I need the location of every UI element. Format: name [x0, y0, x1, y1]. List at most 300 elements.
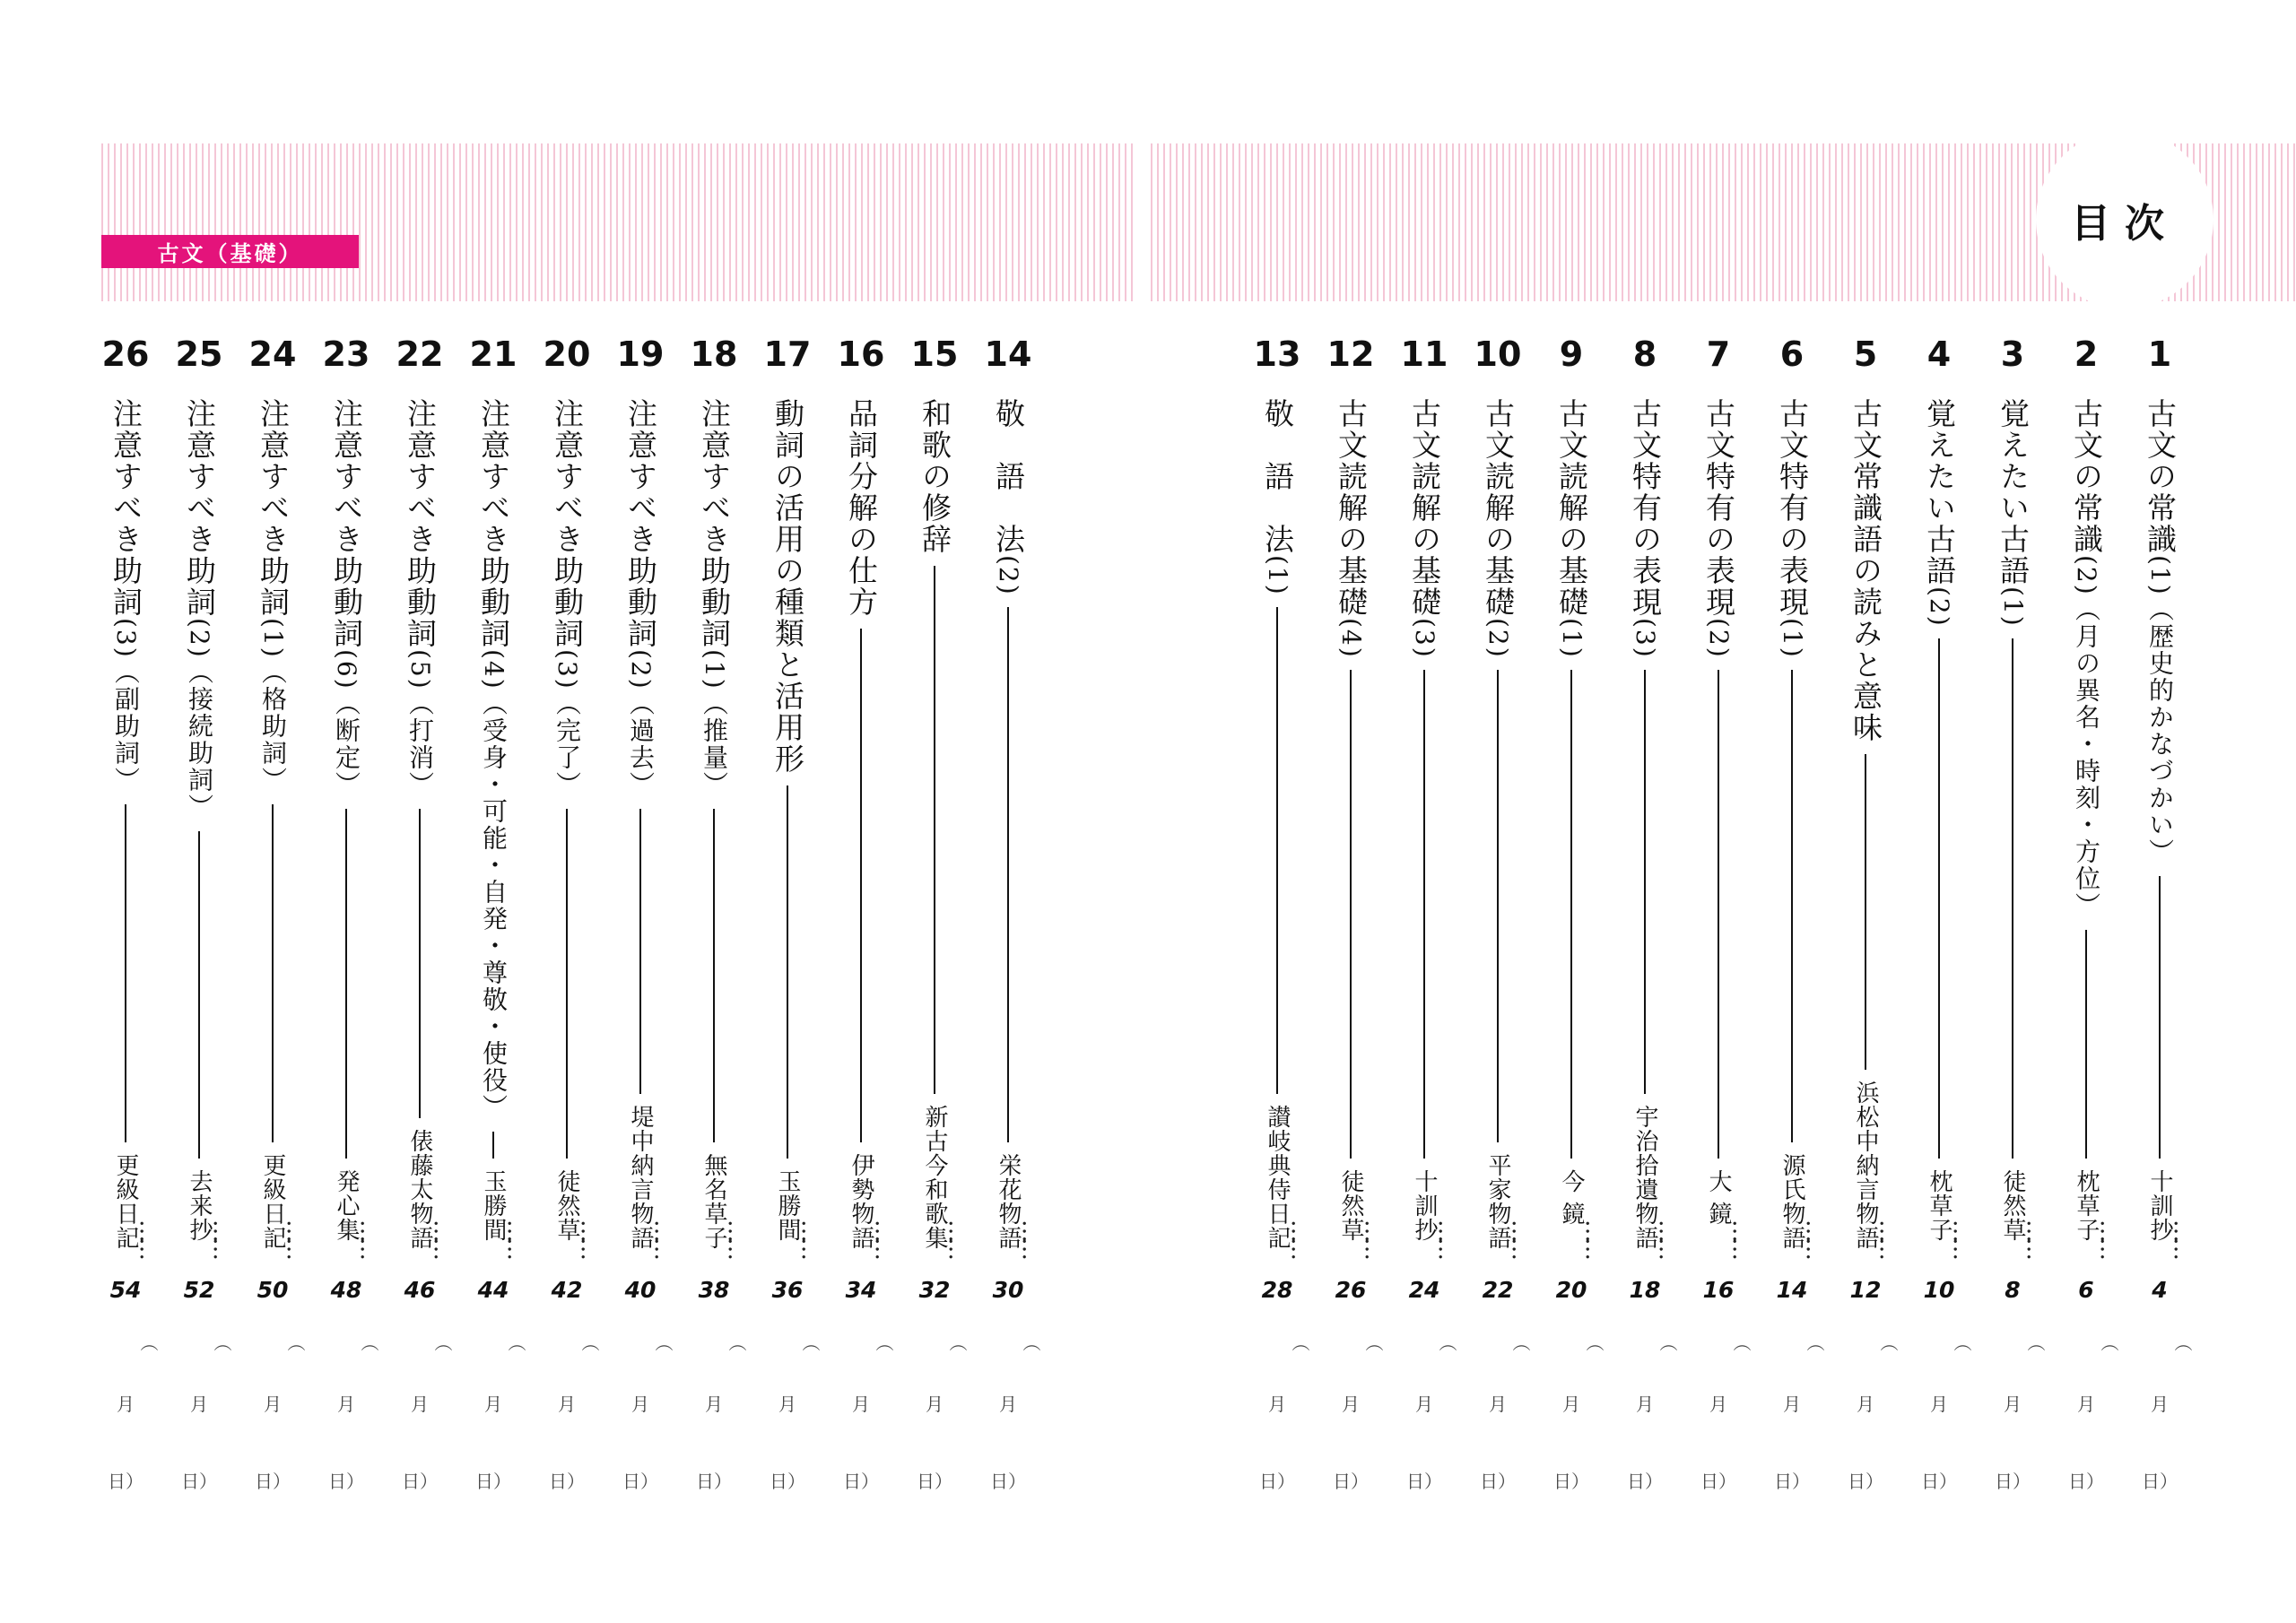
page-number: 42 — [551, 1277, 583, 1303]
entry-title-block — [531, 398, 603, 1250]
entry-subtitle: (2) — [1704, 618, 1734, 659]
entry-number: 10 — [1474, 334, 1522, 374]
leader-dash — [639, 809, 641, 1094]
entry-number: 1 — [2147, 334, 2172, 374]
date-month-field[interactable]: 月 — [1857, 1393, 1874, 1415]
leader-dots: …… — [2022, 1219, 2048, 1255]
entry-number: 19 — [616, 334, 665, 374]
date-paren-open: （ — [431, 1333, 453, 1351]
leader-dots: …… — [1948, 1219, 1975, 1255]
entry-number: 21 — [469, 334, 517, 374]
page-number: 38 — [698, 1277, 730, 1303]
leader-dash — [345, 809, 347, 1159]
date-paren-open: （ — [1583, 1333, 1605, 1351]
leader-dots: …… — [723, 1219, 750, 1255]
page-number: 46 — [404, 1277, 436, 1303]
toc-entry[interactable] — [1830, 332, 1901, 1506]
entry-title-line — [917, 398, 952, 555]
entry-source: 新古今和歌集 — [921, 1105, 948, 1250]
leader-dots: …… — [1874, 1219, 1901, 1255]
leader-dash — [566, 809, 568, 1159]
entry-subtitle: (4) — [1336, 618, 1366, 659]
entry-title-block — [1241, 398, 1313, 1250]
date-paren-open: （ — [652, 1333, 674, 1351]
page-number: 36 — [771, 1277, 804, 1303]
entry-source: 無名草子 — [700, 1153, 727, 1250]
entry-title-block — [1462, 398, 1534, 1250]
page-number: 16 — [1702, 1277, 1735, 1303]
date-month-field[interactable]: 月 — [2004, 1393, 2022, 1415]
entry-title-block — [2050, 398, 2122, 1250]
entry-title: 古文の常識 — [2069, 398, 2104, 555]
toc-entry[interactable] — [384, 332, 456, 1506]
entry-title-line — [990, 398, 1026, 596]
page-number: 34 — [845, 1277, 877, 1303]
entry-source: 大 鏡 — [1705, 1169, 1732, 1227]
leader-dots: …… — [135, 1219, 161, 1255]
entry-title-block — [752, 398, 823, 1250]
date-month-field[interactable]: 月 — [1342, 1393, 1360, 1415]
date-day-field[interactable]: 日） — [181, 1471, 217, 1492]
entry-title: 古文常識語の読みと意味 — [1848, 398, 1883, 743]
date-month-field[interactable]: 月 — [1268, 1393, 1286, 1415]
date-month-field[interactable]: 月 — [1489, 1393, 1507, 1415]
entry-title-block — [1388, 398, 1460, 1250]
entry-subtitle: (2)（接続助詞） — [185, 618, 214, 820]
toc-entry[interactable] — [972, 332, 1044, 1506]
page-number: 20 — [1555, 1277, 1587, 1303]
entry-title-block — [2124, 398, 2196, 1250]
date-day-field[interactable]: 日） — [549, 1471, 585, 1492]
entry-title-line — [1480, 398, 1516, 659]
entry-title-block — [1977, 398, 2048, 1250]
entry-subtitle: (1)（推量） — [700, 649, 729, 798]
entry-title: 注意すべき助詞 — [109, 398, 144, 618]
leader-dash — [2085, 930, 2087, 1159]
leader-dots: …… — [2095, 1219, 2122, 1255]
entry-title: 敬 語 法 — [991, 398, 1026, 555]
date-day-field[interactable]: 日） — [108, 1471, 144, 1492]
toc-entry[interactable] — [1462, 332, 1534, 1506]
entry-title-block — [90, 398, 161, 1250]
entry-title: 古文の常識 — [2143, 398, 2178, 555]
date-month-field[interactable]: 月 — [1709, 1393, 1727, 1415]
entry-title-line — [1995, 398, 2031, 628]
leader-dash — [1497, 670, 1499, 1142]
leader-dash — [1791, 670, 1793, 1142]
toc-entry[interactable] — [2124, 332, 2196, 1506]
subject-label — [101, 235, 359, 268]
page-number: 40 — [624, 1277, 657, 1303]
date-month-field[interactable]: 月 — [1415, 1393, 1433, 1415]
entry-title: 古文特有の表現 — [1775, 398, 1810, 618]
page-number: 44 — [477, 1277, 509, 1303]
entry-title-line — [2068, 398, 2104, 919]
date-paren-open: （ — [1951, 1333, 1972, 1351]
entry-title-line — [1333, 398, 1369, 659]
entry-subtitle: (2) — [994, 555, 1023, 596]
date-day-field[interactable]: 日） — [1259, 1471, 1295, 1492]
date-day-field[interactable]: 日） — [1921, 1471, 1957, 1492]
page-number: 6 — [2078, 1277, 2094, 1303]
entry-source: 発心集 — [333, 1169, 360, 1242]
toc-entry[interactable] — [163, 332, 235, 1506]
leader-dots: …… — [1433, 1219, 1460, 1255]
entry-subtitle: (1)（歴史的かなづかい） — [2145, 555, 2175, 865]
toc-entry[interactable] — [1903, 332, 1975, 1506]
entry-title: 古文読解の基礎 — [1481, 398, 1516, 618]
entry-title-line — [1406, 398, 1442, 659]
toc-entry[interactable] — [2050, 332, 2122, 1506]
entry-title-block — [163, 398, 235, 1250]
toc-entry[interactable] — [1683, 332, 1754, 1506]
entry-source: 玉勝間 — [480, 1169, 507, 1242]
date-paren-open: （ — [2024, 1333, 2046, 1351]
leader-dots: …… — [429, 1219, 456, 1255]
entry-title-line — [402, 398, 438, 798]
entry-title-block — [972, 398, 1044, 1250]
entry-title-line — [549, 398, 585, 798]
date-month-field[interactable]: 月 — [264, 1393, 282, 1415]
date-paren-open: （ — [946, 1333, 968, 1351]
entry-number: 14 — [984, 334, 1032, 374]
date-day-field[interactable]: 日） — [1700, 1471, 1736, 1492]
entry-subtitle: (3)（完了） — [552, 649, 582, 798]
entry-number: 18 — [690, 334, 738, 374]
leader-dash — [492, 1132, 494, 1159]
entry-source: 去来抄 — [186, 1169, 213, 1242]
date-day-field[interactable]: 日） — [2068, 1471, 2104, 1492]
toc-entry[interactable] — [1535, 332, 1607, 1506]
date-paren-open: （ — [1657, 1333, 1678, 1351]
entry-title-block — [1756, 398, 1828, 1250]
toc-entry[interactable] — [1241, 332, 1313, 1506]
entry-title-line — [770, 398, 805, 775]
entry-title-line — [1921, 398, 1957, 628]
date-paren-open: （ — [2171, 1333, 2193, 1351]
leader-dash — [198, 831, 200, 1159]
date-day-field[interactable]: 日） — [770, 1471, 805, 1492]
date-paren-open: （ — [726, 1333, 747, 1351]
entry-number: 13 — [1253, 334, 1301, 374]
date-day-field[interactable]: 日） — [1406, 1471, 1442, 1492]
entry-number: 23 — [322, 334, 370, 374]
leader-dash — [125, 804, 126, 1142]
entry-source: 讃岐典侍日記 — [1264, 1105, 1291, 1250]
entry-title-line — [843, 398, 879, 618]
date-paren-open: （ — [1509, 1333, 1531, 1351]
leader-dots: …… — [502, 1219, 529, 1255]
entry-title-line — [475, 398, 511, 1121]
entry-title-line — [1848, 398, 1883, 743]
date-paren-open: （ — [284, 1333, 306, 1351]
date-day-field[interactable]: 日） — [475, 1471, 511, 1492]
entry-source: 今 鏡 — [1558, 1169, 1585, 1227]
entry-number: 12 — [1326, 334, 1375, 374]
date-day-field[interactable]: 日） — [1848, 1471, 1883, 1492]
date-month-field[interactable]: 月 — [1562, 1393, 1580, 1415]
date-paren-open: （ — [1730, 1333, 1752, 1351]
date-month-field[interactable]: 月 — [1636, 1393, 1654, 1415]
toc-entry[interactable] — [1756, 332, 1828, 1506]
entry-source: 俵藤太物語 — [406, 1129, 433, 1250]
toc-title-badge — [2036, 131, 2213, 308]
date-paren-open: （ — [578, 1333, 600, 1351]
page-number: 28 — [1261, 1277, 1293, 1303]
entry-title-block — [1315, 398, 1387, 1250]
entry-source: 源氏物語 — [1779, 1153, 1805, 1250]
entry-source: 更級日記 — [259, 1153, 286, 1250]
date-month-field[interactable]: 月 — [558, 1393, 576, 1415]
entry-source: 玉勝間 — [774, 1169, 801, 1242]
page-number: 4 — [2152, 1277, 2168, 1303]
page-number: 14 — [1776, 1277, 1808, 1303]
entry-number: 11 — [1400, 334, 1448, 374]
entry-title-line — [1774, 398, 1810, 659]
leader-dots: …… — [870, 1219, 897, 1255]
date-paren-open: （ — [358, 1333, 379, 1351]
date-paren-open: （ — [799, 1333, 821, 1351]
entry-title-line — [2142, 398, 2178, 865]
leader-dots: …… — [1654, 1219, 1681, 1255]
entry-title-line — [181, 398, 217, 820]
date-month-field[interactable]: 月 — [117, 1393, 135, 1415]
date-day-field[interactable]: 日） — [1333, 1471, 1369, 1492]
date-day-field[interactable]: 日） — [2142, 1471, 2178, 1492]
date-day-field[interactable]: 日） — [917, 1471, 952, 1492]
leader-dash — [934, 566, 935, 1094]
page-number: 10 — [1923, 1277, 1955, 1303]
entry-title: 注意すべき助詞 — [256, 398, 291, 618]
date-month-field[interactable]: 月 — [2077, 1393, 2095, 1415]
toc-entry[interactable] — [604, 332, 676, 1506]
page-number: 52 — [183, 1277, 215, 1303]
entry-number: 7 — [1706, 334, 1731, 374]
date-paren-open: （ — [137, 1333, 159, 1351]
page-number: 8 — [2005, 1277, 2021, 1303]
entry-title: 注意すべき助動詞 — [476, 398, 511, 649]
entry-number: 4 — [1926, 334, 1952, 374]
leader-dash — [1570, 670, 1572, 1159]
entry-title-block — [457, 398, 529, 1250]
entry-title-block — [1535, 398, 1607, 1250]
entry-title: 覚えたい古語 — [1996, 398, 2031, 586]
entry-number: 5 — [1853, 334, 1878, 374]
entry-title-block — [1903, 398, 1975, 1250]
entry-number: 15 — [910, 334, 959, 374]
entry-number: 26 — [101, 334, 150, 374]
toc-entry[interactable] — [1977, 332, 2048, 1506]
entry-title-line — [622, 398, 658, 798]
page-number: 48 — [330, 1277, 362, 1303]
date-day-field[interactable]: 日） — [402, 1471, 438, 1492]
entry-subtitle: (2) — [1925, 586, 1954, 628]
entry-title-block — [384, 398, 456, 1250]
entry-title-block — [678, 398, 750, 1250]
entry-title-block — [310, 398, 382, 1250]
date-day-field[interactable]: 日） — [696, 1471, 732, 1492]
toc-entry[interactable] — [457, 332, 529, 1506]
entry-subtitle: (1)（格助詞） — [258, 618, 288, 794]
entry-source: 徒然草 — [1999, 1169, 2026, 1242]
leader-dots: …… — [2169, 1219, 2196, 1255]
date-month-field[interactable]: 月 — [190, 1393, 208, 1415]
entry-subtitle: (6)（断定） — [332, 649, 361, 798]
date-day-field[interactable]: 日） — [1480, 1471, 1516, 1492]
leader-dash — [1007, 607, 1009, 1142]
leader-dash — [419, 809, 421, 1118]
date-paren-open: （ — [873, 1333, 894, 1351]
toc-entry[interactable] — [899, 332, 970, 1506]
subject-label-text: 古文（基礎） — [157, 241, 303, 266]
leader-dots: …… — [649, 1219, 676, 1255]
leader-dash — [713, 809, 715, 1142]
entry-source: 更級日記 — [112, 1153, 139, 1250]
toc-entry[interactable] — [531, 332, 603, 1506]
date-month-field[interactable]: 月 — [926, 1393, 944, 1415]
entry-source: 枕草子 — [2073, 1169, 2100, 1242]
page-number: 26 — [1335, 1277, 1367, 1303]
leader-dash — [1276, 607, 1278, 1094]
date-paren-open: （ — [211, 1333, 232, 1351]
page-number: 22 — [1482, 1277, 1514, 1303]
entry-title: 和歌の修辞 — [918, 398, 952, 555]
date-day-field[interactable]: 日） — [255, 1471, 291, 1492]
entry-subtitle: (3) — [1631, 618, 1660, 659]
entry-subtitle: (1) — [1998, 586, 2028, 628]
date-month-field[interactable]: 月 — [1783, 1393, 1801, 1415]
entry-title: 注意すべき助詞 — [182, 398, 217, 618]
date-paren-open: （ — [1362, 1333, 1384, 1351]
date-day-field[interactable]: 日） — [1995, 1471, 2031, 1492]
leader-dots: …… — [208, 1219, 235, 1255]
date-paren-open: （ — [1877, 1333, 1899, 1351]
page-number: 50 — [257, 1277, 289, 1303]
toc-entry[interactable] — [310, 332, 382, 1506]
entry-source: 十訓抄 — [1411, 1169, 1438, 1242]
leader-dots: …… — [355, 1219, 382, 1255]
entry-title: 古文読解の基礎 — [1407, 398, 1442, 618]
leader-dots: …… — [944, 1219, 970, 1255]
date-day-field[interactable]: 日） — [1553, 1471, 1589, 1492]
entry-source: 栄花物語 — [995, 1153, 1022, 1250]
toc-entry[interactable] — [678, 332, 750, 1506]
date-month-field[interactable]: 月 — [999, 1393, 1017, 1415]
entry-subtitle: (5)（打消） — [405, 649, 435, 798]
entry-source: 伊勢物語 — [848, 1153, 874, 1250]
page-number: 12 — [1849, 1277, 1882, 1303]
toc-entry[interactable] — [237, 332, 309, 1506]
date-paren-open: （ — [505, 1333, 526, 1351]
entry-title: 注意すべき助動詞 — [403, 398, 438, 649]
date-day-field[interactable]: 日） — [622, 1471, 658, 1492]
entry-title-line — [1627, 398, 1663, 659]
entry-title-block — [237, 398, 309, 1250]
leader-dots: …… — [282, 1219, 309, 1255]
page-number: 32 — [918, 1277, 951, 1303]
entry-title-block — [1683, 398, 1754, 1250]
entry-source: 宇治拾遺物語 — [1631, 1105, 1658, 1250]
toc-entry[interactable] — [825, 332, 897, 1506]
leader-dash — [787, 785, 788, 1159]
leader-dots: …… — [1580, 1219, 1607, 1255]
date-day-field[interactable]: 日） — [328, 1471, 364, 1492]
entry-number: 17 — [763, 334, 812, 374]
leader-dash — [1423, 670, 1425, 1159]
entry-title: 古文読解の基礎 — [1554, 398, 1589, 618]
date-day-field[interactable]: 日） — [1774, 1471, 1810, 1492]
entry-title-block — [1609, 398, 1681, 1250]
entry-title: 品詞分解の仕方 — [844, 398, 879, 618]
entry-title-block — [1830, 398, 1901, 1250]
entry-number: 6 — [1779, 334, 1805, 374]
leader-dash — [2159, 876, 2161, 1159]
toc-entry[interactable] — [1388, 332, 1460, 1506]
date-month-field[interactable]: 月 — [705, 1393, 723, 1415]
entry-subtitle: (2)（過去） — [626, 649, 656, 798]
entry-title-line — [1700, 398, 1736, 659]
entry-source: 十訓抄 — [2146, 1169, 2173, 1242]
toc-entry[interactable] — [1609, 332, 1681, 1506]
leader-dash — [860, 629, 862, 1142]
toc-title: 目次 — [2071, 201, 2179, 247]
leader-dots: …… — [1507, 1219, 1534, 1255]
date-month-field[interactable]: 月 — [1930, 1393, 1948, 1415]
leader-dots: …… — [1360, 1219, 1387, 1255]
date-month-field[interactable]: 月 — [778, 1393, 796, 1415]
date-month-field[interactable]: 月 — [411, 1393, 429, 1415]
entry-subtitle: (1) — [1263, 555, 1292, 596]
entry-title: 敬 語 法 — [1260, 398, 1295, 555]
date-paren-open: （ — [1020, 1333, 1041, 1351]
date-month-field[interactable]: 月 — [852, 1393, 870, 1415]
date-month-field[interactable]: 月 — [2151, 1393, 2169, 1415]
date-paren-open: （ — [1436, 1333, 1457, 1351]
date-day-field[interactable]: 日） — [1627, 1471, 1663, 1492]
toc-entry[interactable] — [752, 332, 823, 1506]
entry-source: 徒然草 — [1337, 1169, 1364, 1242]
entry-number: 24 — [248, 334, 297, 374]
date-month-field[interactable]: 月 — [484, 1393, 502, 1415]
leader-dots: …… — [576, 1219, 603, 1255]
entry-subtitle: (1) — [1557, 618, 1587, 659]
entry-number: 22 — [396, 334, 444, 374]
page-number: 30 — [992, 1277, 1024, 1303]
page-number: 54 — [109, 1277, 142, 1303]
entry-subtitle: (3)（副助詞） — [111, 618, 141, 794]
date-month-field[interactable]: 月 — [631, 1393, 649, 1415]
entry-title: 注意すべき助動詞 — [329, 398, 364, 649]
date-month-field[interactable]: 月 — [337, 1393, 355, 1415]
date-paren-open: （ — [2098, 1333, 2119, 1351]
entry-title-block — [604, 398, 676, 1250]
entry-title-line — [1259, 398, 1295, 596]
entry-source: 平家物語 — [1484, 1153, 1511, 1250]
date-day-field[interactable]: 日） — [843, 1471, 879, 1492]
leader-dash — [272, 804, 274, 1142]
entry-number: 25 — [175, 334, 223, 374]
entry-subtitle: (2) — [1483, 618, 1513, 659]
leader-dots: …… — [1017, 1219, 1044, 1255]
date-day-field[interactable]: 日） — [990, 1471, 1026, 1492]
entry-title: 注意すべき助動詞 — [697, 398, 732, 649]
entry-title-line — [108, 398, 144, 794]
toc-entry[interactable] — [90, 332, 161, 1506]
toc-entry[interactable] — [1315, 332, 1387, 1506]
entry-title: 注意すべき助動詞 — [623, 398, 658, 649]
entry-number: 2 — [2074, 334, 2099, 374]
entry-number: 3 — [2000, 334, 2025, 374]
